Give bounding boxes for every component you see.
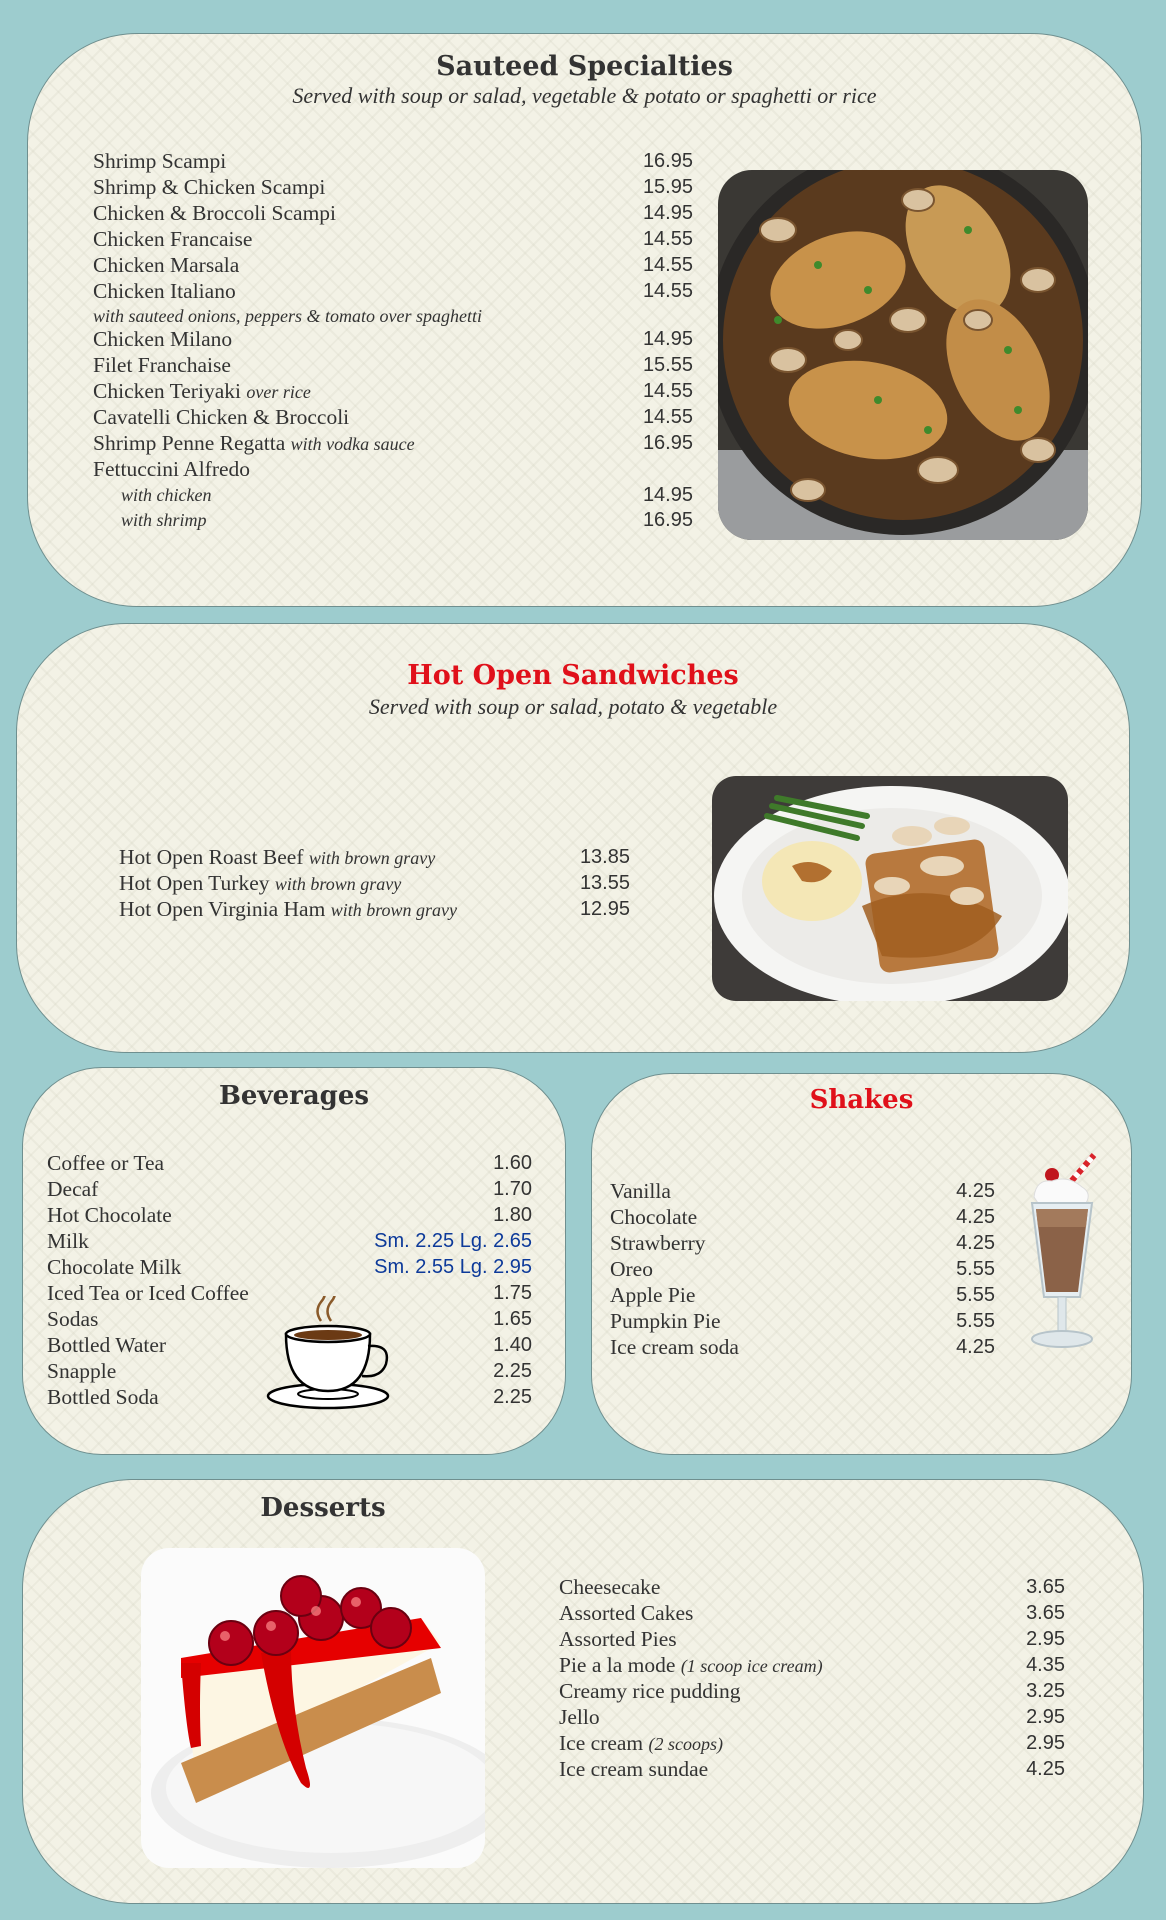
beverages-title: Beverages bbox=[218, 1081, 370, 1111]
item-price: 14.95 bbox=[642, 484, 693, 506]
menu-item: Assorted Pies bbox=[559, 1627, 677, 1651]
item-price: 12.95 bbox=[579, 898, 630, 920]
sauteed-specialties-panel bbox=[27, 33, 1142, 607]
menu-item: Hot Open Turkey with brown gravy bbox=[119, 871, 402, 895]
menu-item: Creamy rice pudding bbox=[559, 1679, 741, 1703]
menu-item: Chicken Milano bbox=[93, 327, 233, 351]
item-price: 4.25 bbox=[956, 1336, 995, 1358]
desserts-title: Desserts bbox=[260, 1493, 386, 1523]
item-price: 4.25 bbox=[1026, 1758, 1065, 1780]
menu-item: Coffee or Tea bbox=[47, 1151, 165, 1175]
item-price: 2.25 bbox=[493, 1386, 532, 1408]
beverages-panel bbox=[22, 1067, 566, 1455]
sandwiches-subtitle: Served with soup or salad, potato & vegetable bbox=[368, 694, 778, 719]
chicken-marsala-photo bbox=[718, 170, 1088, 540]
item-price: 14.55 bbox=[642, 228, 693, 250]
menu-item: Pie a la mode (1 scoop ice cream) bbox=[559, 1653, 823, 1677]
item-price: 13.85 bbox=[579, 846, 630, 868]
item-price: 3.25 bbox=[1026, 1680, 1065, 1702]
item-price: 13.55 bbox=[579, 872, 630, 894]
menu-item: Chocolate Milk bbox=[47, 1255, 182, 1279]
cheesecake-photo bbox=[141, 1548, 485, 1868]
item-price: 5.55 bbox=[956, 1310, 995, 1332]
menu-item: Milk bbox=[47, 1229, 89, 1253]
item-price: 16.95 bbox=[642, 150, 693, 172]
item-price: 2.95 bbox=[1026, 1706, 1065, 1728]
item-price: 14.95 bbox=[642, 328, 693, 350]
menu-item: Sodas bbox=[47, 1307, 99, 1331]
coffee-cup-icon bbox=[266, 1296, 396, 1411]
item-price: Sm. 2.55 Lg. 2.95 bbox=[374, 1256, 532, 1278]
menu-item: Bottled Water bbox=[47, 1333, 167, 1357]
hot-turkey-photo bbox=[712, 776, 1068, 1001]
sauteed-title: Sauteed Specialties bbox=[436, 51, 733, 82]
item-price: 4.25 bbox=[956, 1206, 995, 1228]
item-price: 15.55 bbox=[642, 354, 693, 376]
item-price: 2.95 bbox=[1026, 1628, 1065, 1650]
menu-item: Hot Open Virginia Ham with brown gravy bbox=[119, 897, 458, 921]
menu-item: Chicken Teriyaki over rice bbox=[93, 379, 311, 403]
item-price: 16.95 bbox=[642, 509, 693, 531]
menu-item: Ice cream (2 scoops) bbox=[559, 1731, 724, 1755]
hot-open-sandwiches-panel bbox=[16, 623, 1130, 1053]
desserts-panel bbox=[22, 1479, 1144, 1904]
menu-item: Filet Franchaise bbox=[93, 353, 231, 377]
fettuccini-option: with shrimp bbox=[121, 510, 207, 530]
menu-item: Vanilla bbox=[610, 1179, 671, 1203]
menu-item: Cheesecake bbox=[559, 1575, 661, 1599]
menu-item: Cavatelli Chicken & Broccoli bbox=[93, 405, 350, 429]
item-price: 5.55 bbox=[956, 1258, 995, 1280]
menu-item: Chicken Francaise bbox=[93, 227, 253, 251]
item-price: 1.60 bbox=[493, 1152, 532, 1174]
milkshake-icon bbox=[1022, 1147, 1112, 1357]
item-price: 14.55 bbox=[642, 254, 693, 276]
sauteed-subtitle: Served with soup or salad, vegetable & potato or spaghetti or rice bbox=[292, 83, 877, 108]
menu-item: Snapple bbox=[47, 1359, 117, 1383]
menu-item: Ice cream soda bbox=[610, 1335, 739, 1359]
menu-item: Fettuccini Alfredo bbox=[93, 457, 251, 481]
menu-item: Chocolate bbox=[610, 1205, 698, 1229]
menu-item: Chicken Marsala bbox=[93, 253, 240, 277]
menu-item: Decaf bbox=[47, 1177, 99, 1201]
item-price: 14.55 bbox=[642, 380, 693, 402]
italiano-note: with sauteed onions, peppers & tomato over spaghetti bbox=[93, 306, 482, 326]
item-price: 15.95 bbox=[642, 176, 693, 198]
item-price: 14.55 bbox=[642, 406, 693, 428]
menu-item: Jello bbox=[559, 1705, 600, 1729]
menu-item: Chicken & Broccoli Scampi bbox=[93, 201, 337, 225]
item-price: 4.35 bbox=[1026, 1654, 1065, 1676]
item-price: 1.75 bbox=[493, 1282, 532, 1304]
item-price: 4.25 bbox=[956, 1180, 995, 1202]
menu-item: Oreo bbox=[610, 1257, 653, 1281]
item-price: 3.65 bbox=[1026, 1576, 1065, 1598]
item-price: 3.65 bbox=[1026, 1602, 1065, 1624]
item-price: 2.95 bbox=[1026, 1732, 1065, 1754]
item-price: Sm. 2.25 Lg. 2.65 bbox=[374, 1230, 532, 1252]
menu-item: Hot Chocolate bbox=[47, 1203, 172, 1227]
shakes-title: Shakes bbox=[809, 1085, 914, 1115]
menu-item: Strawberry bbox=[610, 1231, 706, 1255]
item-price: 1.40 bbox=[493, 1334, 532, 1356]
menu-item: Assorted Cakes bbox=[559, 1601, 694, 1625]
item-price: 1.70 bbox=[493, 1178, 532, 1200]
item-price: 1.80 bbox=[493, 1204, 532, 1226]
menu-item: Chicken Italiano bbox=[93, 279, 236, 303]
item-price: 4.25 bbox=[956, 1232, 995, 1254]
sandwiches-title: Hot Open Sandwiches bbox=[407, 660, 739, 691]
menu-item: Shrimp Scampi bbox=[93, 149, 227, 173]
menu-item: Apple Pie bbox=[610, 1283, 696, 1307]
item-price: 2.25 bbox=[493, 1360, 532, 1382]
menu-item: Bottled Soda bbox=[47, 1385, 159, 1409]
menu-item: Ice cream sundae bbox=[559, 1757, 709, 1781]
item-price: 5.55 bbox=[956, 1284, 995, 1306]
item-price: 16.95 bbox=[642, 432, 693, 454]
menu-item: Hot Open Roast Beef with brown gravy bbox=[119, 845, 436, 869]
item-price: 1.65 bbox=[493, 1308, 532, 1330]
menu-item: Pumpkin Pie bbox=[610, 1309, 721, 1333]
item-price: 14.55 bbox=[642, 280, 693, 302]
item-price: 14.95 bbox=[642, 202, 693, 224]
shakes-panel bbox=[591, 1073, 1132, 1455]
fettuccini-option: with chicken bbox=[121, 485, 212, 505]
menu-item: Shrimp Penne Regatta with vodka sauce bbox=[93, 431, 415, 455]
menu-item: Iced Tea or Iced Coffee bbox=[47, 1281, 249, 1305]
menu-item: Shrimp & Chicken Scampi bbox=[93, 175, 326, 199]
